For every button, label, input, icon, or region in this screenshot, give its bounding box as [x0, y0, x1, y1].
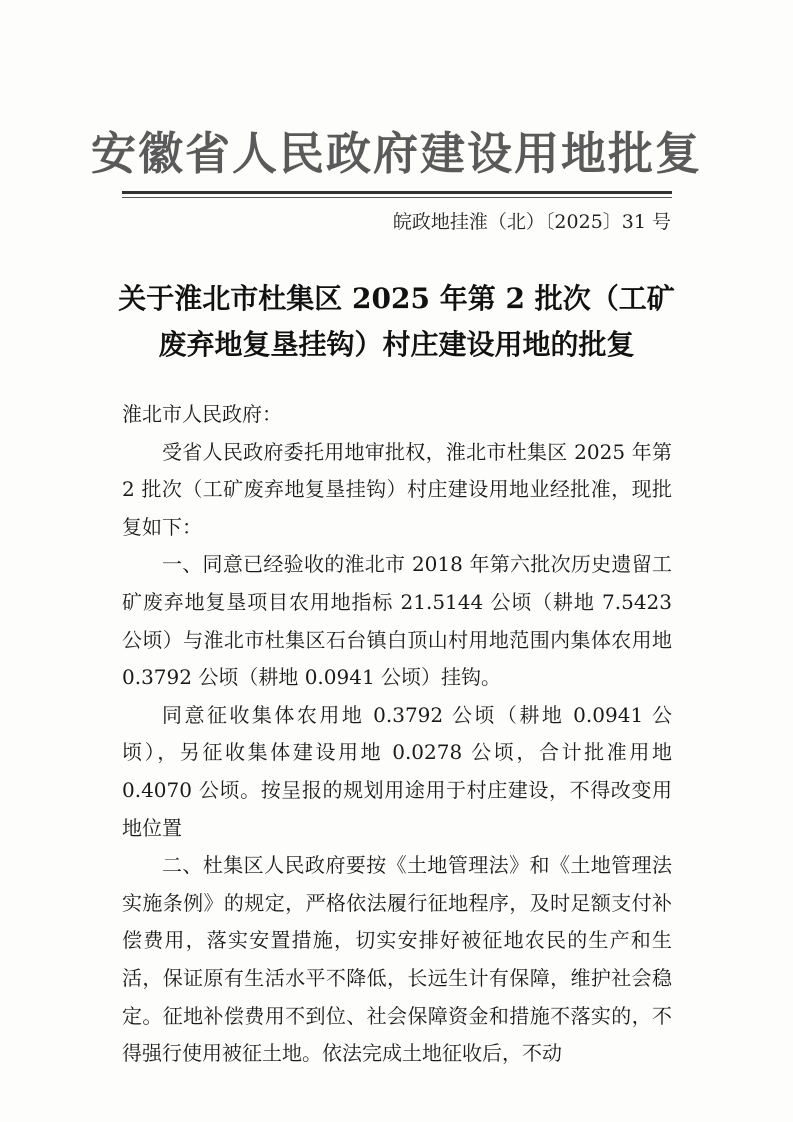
document-title — [100, 276, 693, 368]
header-divider-thin — [122, 197, 672, 198]
header-divider-thick — [122, 191, 672, 194]
body-paragraph-2: 一、同意已经验收的淮北市 2018 年第六批次历史遗留工矿废弃地复垦项目农用地指标 21.5144 公顷（耕地 7.5423 公顷）与淮北市杜集区石台镇白顶山村用地范围内集体农用地 0.3792 公顷（耕地 0.0941 公顷）挂钩。 — [122, 552, 672, 690]
document-title-line-2: 废弃地复垦挂钩）村庄建设用地的批复 — [158, 328, 635, 361]
body-paragraph-4: 二、杜集区人民政府要按《土地管理法》和《土地管理法实施条例》的规定，严格依法履行征地程序，及时足额支付补偿费用，落实安置措施，切实安排好被征地农民的生产和生活，保证原有生活水平不降低，长远生计有保障，维护社会稳定。征地补偿费用不到位、社会保障资金和措施不落实的，不得强行使用被征土地。依法完成土地征收后，不动 — [122, 853, 672, 1066]
body-paragraph-3: 同意征收集体农用地 0.3792 公顷（耕地 0.0941 公顷），另征收集体建设用地 0.0278 公顷，合计批准用地 0.4070 公顷。按呈报的规划用途用于村庄建设，不得改变用地位置 — [122, 702, 672, 840]
addressee: 淮北市人民政府： — [122, 402, 282, 426]
document-body — [122, 396, 672, 1073]
document-number: 皖政地挂淮（北）〔2025〕31 号 — [392, 211, 671, 233]
body-paragraph-1: 受省人民政府委托用地审批权，淮北市杜集区 2025 年第 2 批次（工矿废弃地复垦挂钩）村庄建设用地业经批准，现批复如下： — [122, 439, 672, 539]
document-title-line-1: 关于淮北市杜集区 2025 年第 2 批次（工矿 — [118, 282, 675, 315]
issuing-authority-header: 安徽省人民政府建设用地批复 — [90, 127, 702, 180]
